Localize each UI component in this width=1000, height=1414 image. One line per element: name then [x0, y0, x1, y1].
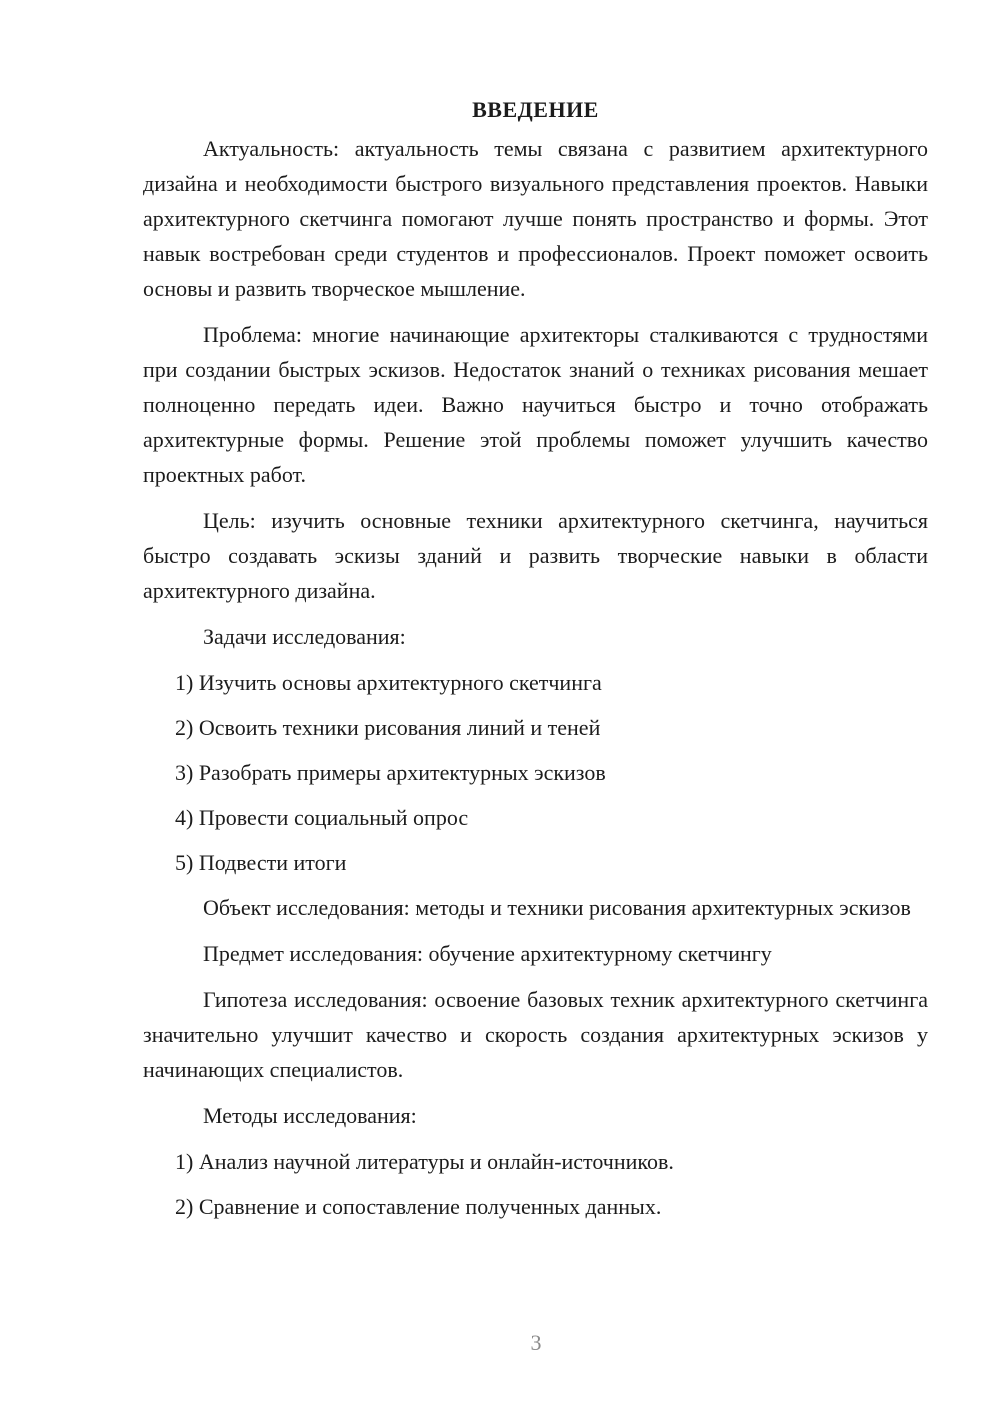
tasks-list [143, 665, 928, 880]
list-item: 1) Анализ научной литературы и онлайн-источников. [175, 1149, 674, 1174]
subject-paragraph: Предмет исследования: обучение архитектурному скетчингу [203, 941, 772, 966]
methods-list [143, 1144, 928, 1224]
methods-heading: Методы исследования: [203, 1103, 417, 1128]
relevance-paragraph: Актуальность: актуальность темы связана с развитием архитектурного дизайна и необходимости быстрого визуального представления проектов. Навыки архитектурного скетчинга помогают лучше понять пространство и формы. Этот навык востребован среди студентов и профессионалов. Проект поможет освоить основы и развить творческое мышление. [143, 136, 928, 301]
page-title: ВВЕДЕНИЕ [472, 97, 599, 122]
goal-paragraph: Цель: изучить основные техники архитектурного скетчинга, научиться быстро создавать эскизы зданий и развить творческие навыки в области архитектурного дизайна. [143, 508, 928, 603]
object-paragraph: Объект исследования: методы и техники рисования архитектурных эскизов [203, 895, 911, 920]
list-item: 2) Сравнение и сопоставление полученных данных. [175, 1194, 662, 1219]
problem-paragraph: Проблема: многие начинающие архитекторы сталкиваются с трудностями при создании быстрых эскизов. Недостаток знаний о техниках рисования мешает полноценно передать идеи. Важно научиться быстро и точно отображать архитектурные формы. Решение этой проблемы поможет улучшить качество проектных работ. [143, 322, 928, 487]
tasks-heading: Задачи исследования: [203, 624, 406, 649]
list-item: 3) Разобрать примеры архитектурных эскизов [175, 760, 606, 785]
list-item: 1) Изучить основы архитектурного скетчинга [175, 670, 602, 695]
list-item: 4) Провести социальный опрос [175, 805, 469, 830]
list-item: 5) Подвести итоги [175, 850, 347, 875]
page-number: 3 [530, 1330, 542, 1355]
page-content [143, 92, 928, 1234]
hypothesis-paragraph: Гипотеза исследования: освоение базовых техник архитектурного скетчинга значительно улучшит качество и скорость создания архитектурных эскизов у начинающих специалистов. [143, 987, 928, 1082]
list-item: 2) Освоить техники рисования линий и теней [175, 715, 601, 740]
